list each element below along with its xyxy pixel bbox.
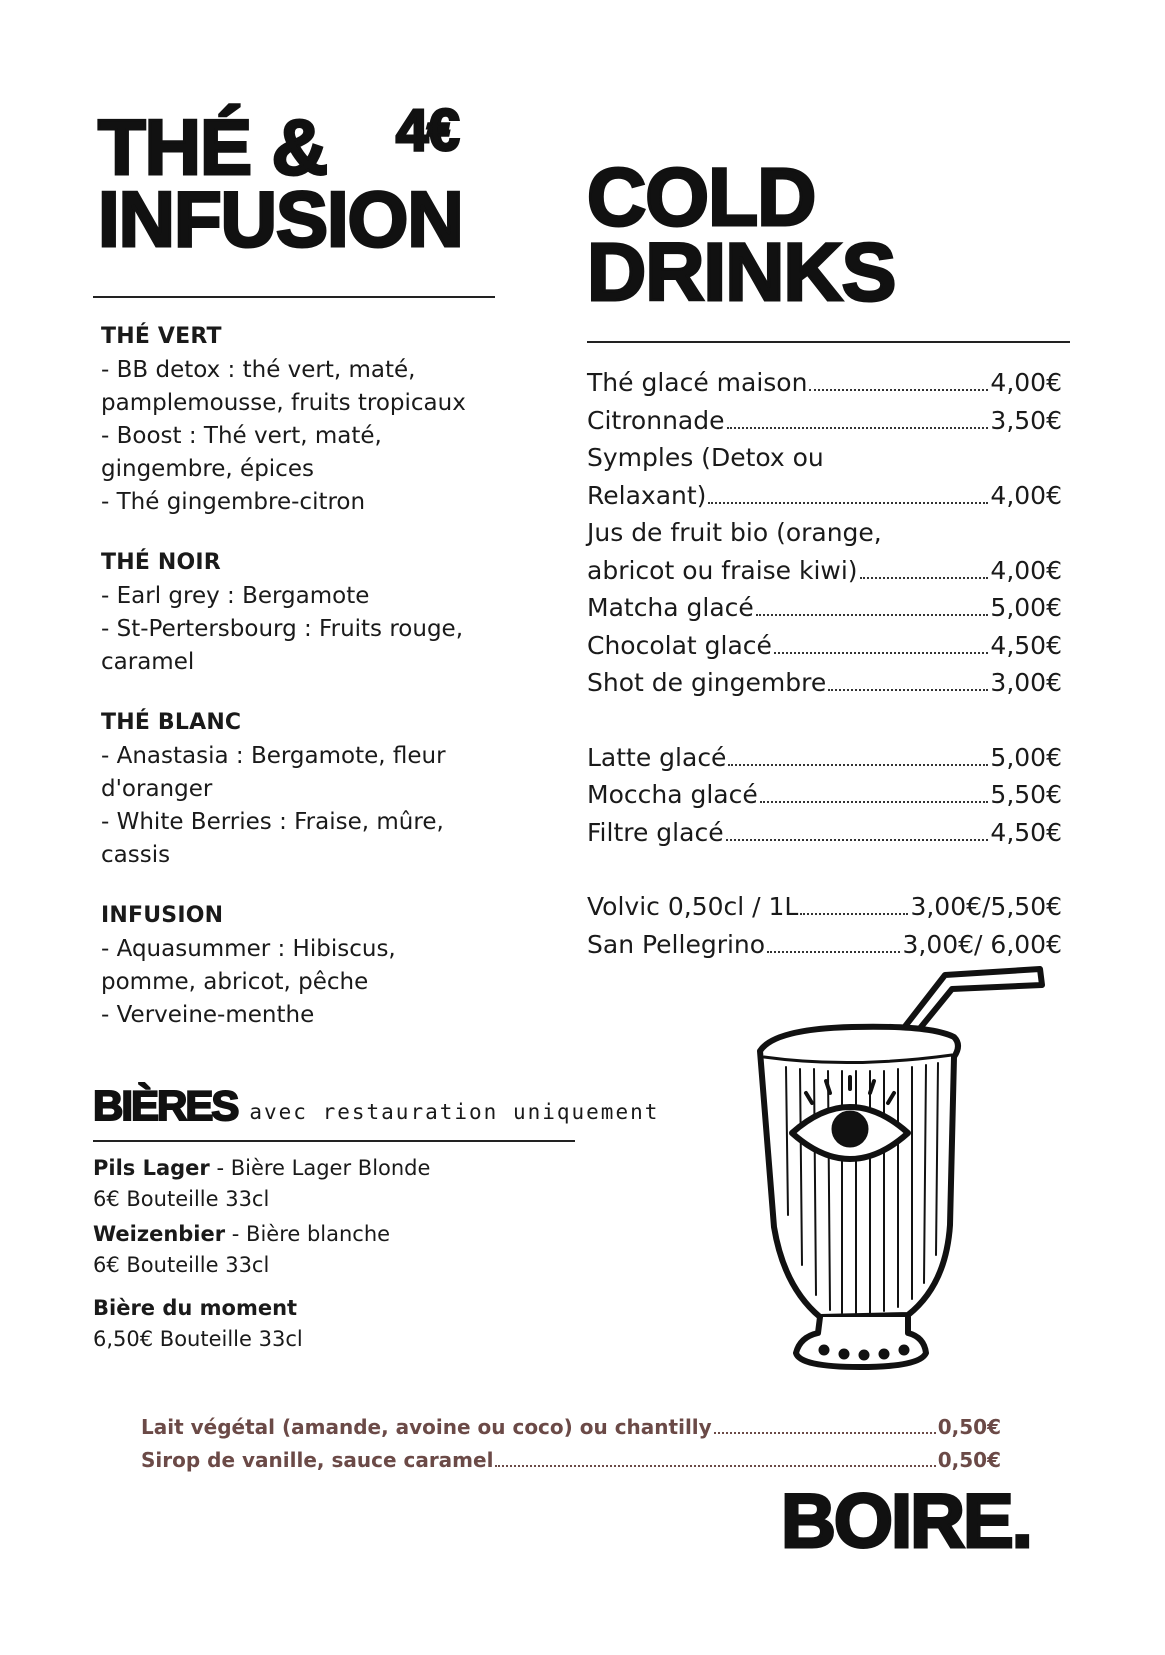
menu-item bbox=[587, 739, 1062, 777]
item-price: 3,00€ bbox=[990, 668, 1062, 697]
item-name: Chocolat glacé bbox=[587, 630, 772, 660]
leader-dots bbox=[727, 427, 989, 429]
section-line: caramel bbox=[101, 649, 195, 675]
beer-name: Weizenbier bbox=[93, 1222, 226, 1246]
menu-item bbox=[587, 776, 1062, 814]
item-price: 4,50€ bbox=[990, 630, 1062, 660]
tea-title-line2: INFUSION bbox=[98, 174, 463, 263]
tea-section-infusion bbox=[101, 903, 541, 1032]
leader-dots bbox=[728, 764, 988, 766]
section-title: INFUSION bbox=[101, 903, 224, 928]
cold-title-line1: COLD bbox=[587, 152, 816, 243]
beer-detail: 6€ Bouteille 33cl bbox=[93, 1187, 270, 1211]
cold-title bbox=[587, 152, 896, 319]
leader-dots bbox=[828, 689, 988, 691]
tea-price: 4€ bbox=[396, 98, 459, 163]
item-name: San Pellegrino bbox=[587, 929, 766, 959]
item-price: 4,00€ bbox=[990, 480, 1062, 510]
menu-item bbox=[587, 926, 1062, 964]
menu-item bbox=[587, 589, 1062, 627]
leader-dots bbox=[800, 913, 908, 915]
beer-item bbox=[93, 1153, 593, 1215]
item-price: 5,00€ bbox=[990, 593, 1062, 622]
beer-detail: 6€ Bouteille 33cl bbox=[93, 1253, 270, 1277]
cold-divider bbox=[587, 341, 1070, 343]
section-line: - Thé gingembre-citron bbox=[101, 489, 366, 515]
beer-item bbox=[93, 1293, 593, 1355]
section-line: - Earl grey : Bergamote bbox=[101, 583, 370, 609]
leader-dots bbox=[756, 614, 989, 616]
item-name: Relaxant) bbox=[587, 480, 707, 510]
beer-desc: - Bière Lager Blonde bbox=[209, 1156, 431, 1180]
item-price: 4,50€ bbox=[990, 817, 1062, 847]
tea-sections bbox=[101, 324, 541, 1063]
item-name: Shot de gingembre bbox=[587, 668, 827, 697]
extra-name: Sirop de vanille, sauce caramel bbox=[141, 1448, 494, 1472]
cold-list bbox=[587, 364, 1062, 963]
beer-name: Pils Lager bbox=[93, 1156, 210, 1180]
item-price: 3,00€/5,50€ bbox=[910, 892, 1062, 921]
section-line: - Verveine-menthe bbox=[101, 1002, 315, 1028]
item-price: 4,00€ bbox=[990, 555, 1062, 585]
beer-detail: 6,50€ Bouteille 33cl bbox=[93, 1327, 303, 1351]
extra-price: 0,50€ bbox=[937, 1448, 1001, 1472]
footer-title: BOIRE. bbox=[781, 1479, 1031, 1564]
leader-dots bbox=[760, 801, 989, 803]
extra-name: Lait végétal (amande, avoine ou coco) ou chantilly bbox=[141, 1415, 712, 1439]
section-line: d'oranger bbox=[101, 776, 213, 802]
section-line: - BB detox : thé vert, maté, bbox=[101, 357, 416, 383]
item-lead-line: Symples (Detox ou bbox=[587, 443, 824, 472]
tea-divider bbox=[93, 296, 495, 298]
leader-dots bbox=[767, 951, 900, 953]
menu-item bbox=[587, 477, 1062, 515]
beer-divider bbox=[93, 1140, 575, 1142]
section-line: - White Berries : Fraise, mûre, bbox=[101, 809, 444, 835]
beer-item bbox=[93, 1219, 593, 1281]
section-title: THÉ VERT bbox=[101, 324, 222, 349]
leader-dots bbox=[708, 502, 988, 504]
item-name: abricot ou fraise kiwi) bbox=[587, 555, 858, 585]
item-price: 3,50€ bbox=[990, 405, 1062, 435]
leader-dots bbox=[495, 1465, 935, 1467]
beer-header bbox=[93, 1082, 660, 1129]
section-line: cassis bbox=[101, 842, 171, 868]
iced-drink-cup-with-eye-illustration bbox=[740, 965, 1050, 1395]
tea-title-line1: THÉ & bbox=[98, 103, 327, 191]
item-price: 5,00€ bbox=[990, 742, 1062, 772]
section-line: - Aquasummer : Hibiscus, bbox=[101, 936, 396, 962]
leader-dots bbox=[726, 839, 989, 841]
tea-section-vert bbox=[101, 324, 541, 519]
section-line: - Anastasia : Bergamote, fleur bbox=[101, 743, 446, 769]
extras-list bbox=[141, 1411, 1001, 1477]
item-price: 4,00€ bbox=[990, 368, 1062, 397]
leader-dots bbox=[860, 577, 989, 579]
item-name: Thé glacé maison bbox=[587, 368, 808, 397]
beer-subtitle: avec restauration uniquement bbox=[249, 1099, 660, 1124]
item-name: Moccha glacé bbox=[587, 780, 758, 809]
item-name: Latte glacé bbox=[587, 742, 727, 772]
item-name: Volvic 0,50cl / 1L bbox=[587, 892, 799, 921]
item-name: Matcha glacé bbox=[587, 593, 754, 622]
section-line: gingembre, épices bbox=[101, 456, 314, 482]
section-title: THÉ NOIR bbox=[101, 550, 221, 575]
cold-title-line2: DRINKS bbox=[587, 227, 896, 319]
menu-item bbox=[587, 888, 1062, 926]
beer-name: Bière du moment bbox=[93, 1296, 298, 1320]
menu-item bbox=[587, 364, 1062, 402]
section-title: THÉ BLANC bbox=[101, 710, 242, 735]
item-name: Citronnade bbox=[587, 405, 725, 435]
item-price: 5,50€ bbox=[990, 780, 1062, 809]
leader-dots bbox=[774, 652, 989, 654]
menu-item bbox=[587, 402, 1062, 440]
extra-item bbox=[141, 1444, 1001, 1477]
tea-title bbox=[98, 98, 463, 263]
item-price: 3,00€/ 6,00€ bbox=[902, 929, 1062, 959]
tea-section-blanc bbox=[101, 710, 541, 872]
extra-item bbox=[141, 1411, 1001, 1444]
section-line: pamplemousse, fruits tropicaux bbox=[101, 390, 466, 416]
section-line: - St-Pertersbourg : Fruits rouge, bbox=[101, 616, 464, 642]
item-name: Filtre glacé bbox=[587, 817, 724, 847]
menu-item bbox=[587, 627, 1062, 665]
extra-price: 0,50€ bbox=[937, 1415, 1001, 1439]
leader-dots bbox=[809, 389, 988, 391]
spacer bbox=[587, 702, 1062, 739]
menu-item bbox=[587, 664, 1062, 702]
leader-dots bbox=[714, 1432, 936, 1434]
section-line: - Boost : Thé vert, maté, bbox=[101, 423, 382, 449]
beer-list bbox=[93, 1153, 593, 1355]
item-lead-line: Jus de fruit bio (orange, bbox=[587, 518, 882, 547]
section-line: pomme, abricot, pêche bbox=[101, 969, 369, 995]
beer-title: BIÈRES bbox=[93, 1082, 238, 1129]
menu-item bbox=[587, 814, 1062, 852]
tea-section-noir bbox=[101, 550, 541, 679]
spacer bbox=[587, 851, 1062, 888]
menu-item bbox=[587, 552, 1062, 590]
beer-desc: - Bière blanche bbox=[225, 1222, 391, 1246]
